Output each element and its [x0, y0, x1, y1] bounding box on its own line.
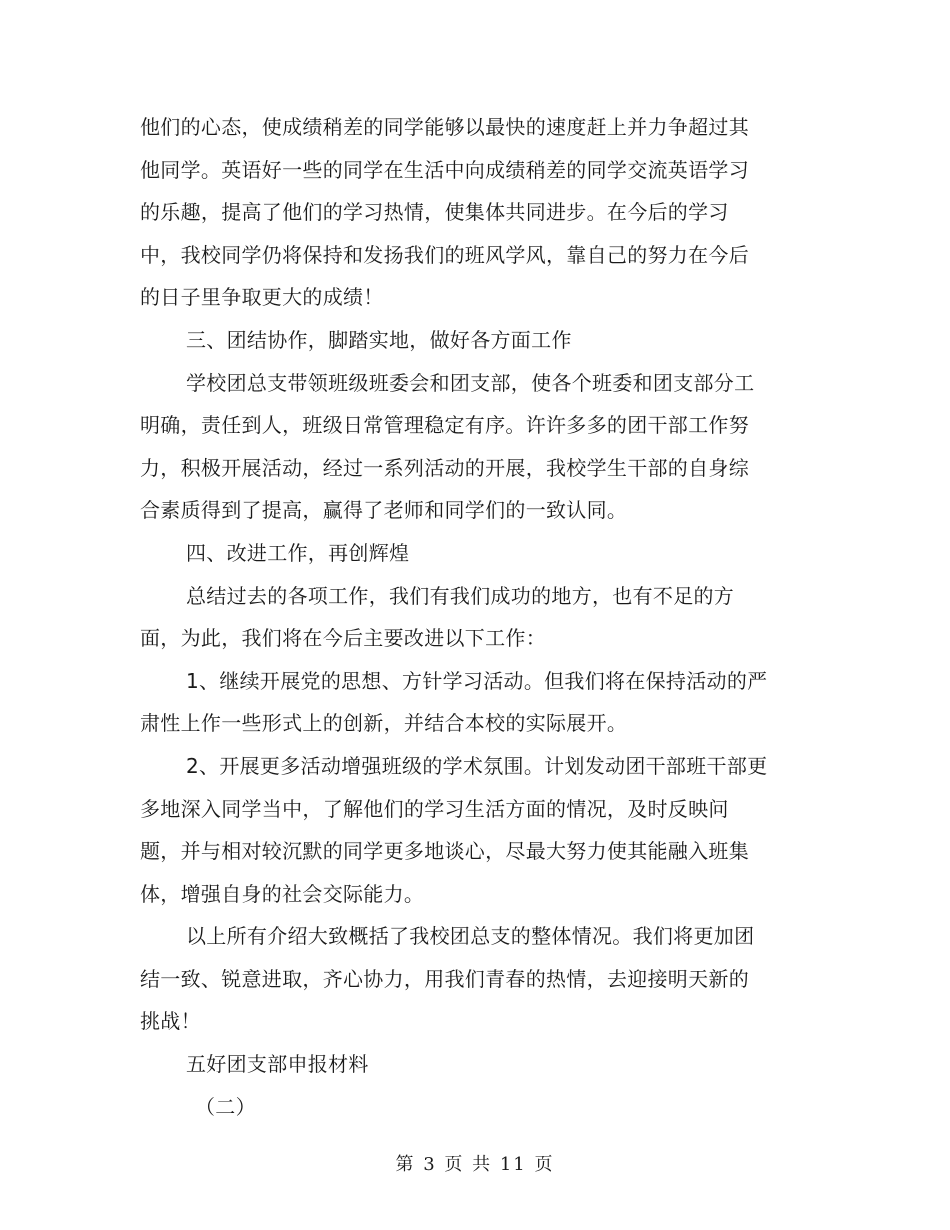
text-line: 多地深入同学当中，了解他们的学习生活方面的情况，及时反映问 [140, 796, 729, 821]
text-line: 合素质得到了提高，赢得了老师和同学们的一致认同。 [140, 498, 628, 523]
text-line: 总结过去的各项工作，我们有我们成功的地方，也有不足的方 [186, 583, 735, 608]
text-line: 五好团支部申报材料 [186, 1052, 369, 1077]
text-line: 他们的心态，使成绩稍差的同学能够以最快的速度赶上并力争超过其 [140, 115, 749, 139]
page-number-footer: 第 3 页 共 11 页 [395, 1154, 555, 1175]
text-line: 1、继续开展党的思想、方针学习活动。但我们将在保持活动的严 [186, 668, 768, 693]
document-body [140, 106, 780, 1128]
text-line: 以上所有介绍大致概括了我校团总支的整体情况。我们将更加团 [186, 924, 755, 949]
text-line: 力，积极开展活动，经过一系列活动的开展，我校学生干部的自身综 [140, 455, 749, 480]
text-line: 挑战！ [140, 1009, 201, 1034]
text-line: 明确，责任到人，班级日常管理稳定有序。许许多多的团干部工作努 [140, 413, 749, 438]
text-line: 学校团总支带领班级班委会和团支部，使各个班委和团支部分工 [186, 370, 755, 395]
text-line: 四、改进工作，再创辉煌 [186, 540, 410, 565]
text-line: 中，我校同学仍将保持和发扬我们的班风学风，靠自己的努力在今后 [140, 242, 749, 267]
text-line: 肃性上作一些形式上的创新，并结合本校的实际展开。 [140, 711, 628, 736]
text-line: 面，为此，我们将在今后主要改进以下工作： [140, 626, 546, 651]
text-line: 体，增强自身的社会交际能力。 [140, 881, 425, 906]
text-line: 他同学。英语好一些的同学在生活中向成绩稍差的同学交流英语学习 [140, 157, 749, 182]
text-line: 的乐趣，提高了他们的学习热情，使集体共同进步。在今后的学习 [140, 200, 729, 225]
text-line: 三、团结协作，脚踏实地，做好各方面工作 [186, 327, 572, 352]
text-line: 题，并与相对较沉默的同学更多地谈心，尽最大努力使其能融入班集 [140, 839, 749, 864]
text-line: 2、开展更多活动增强班级的学术氛围。计划发动团干部班干部更 [186, 753, 768, 778]
text-line: 的日子里争取更大的成绩！ [140, 285, 384, 310]
text-line: 结一致、锐意进取，齐心协力，用我们青春的热情，去迎接明天新的 [140, 966, 749, 991]
text-line: （二） [195, 1094, 256, 1119]
